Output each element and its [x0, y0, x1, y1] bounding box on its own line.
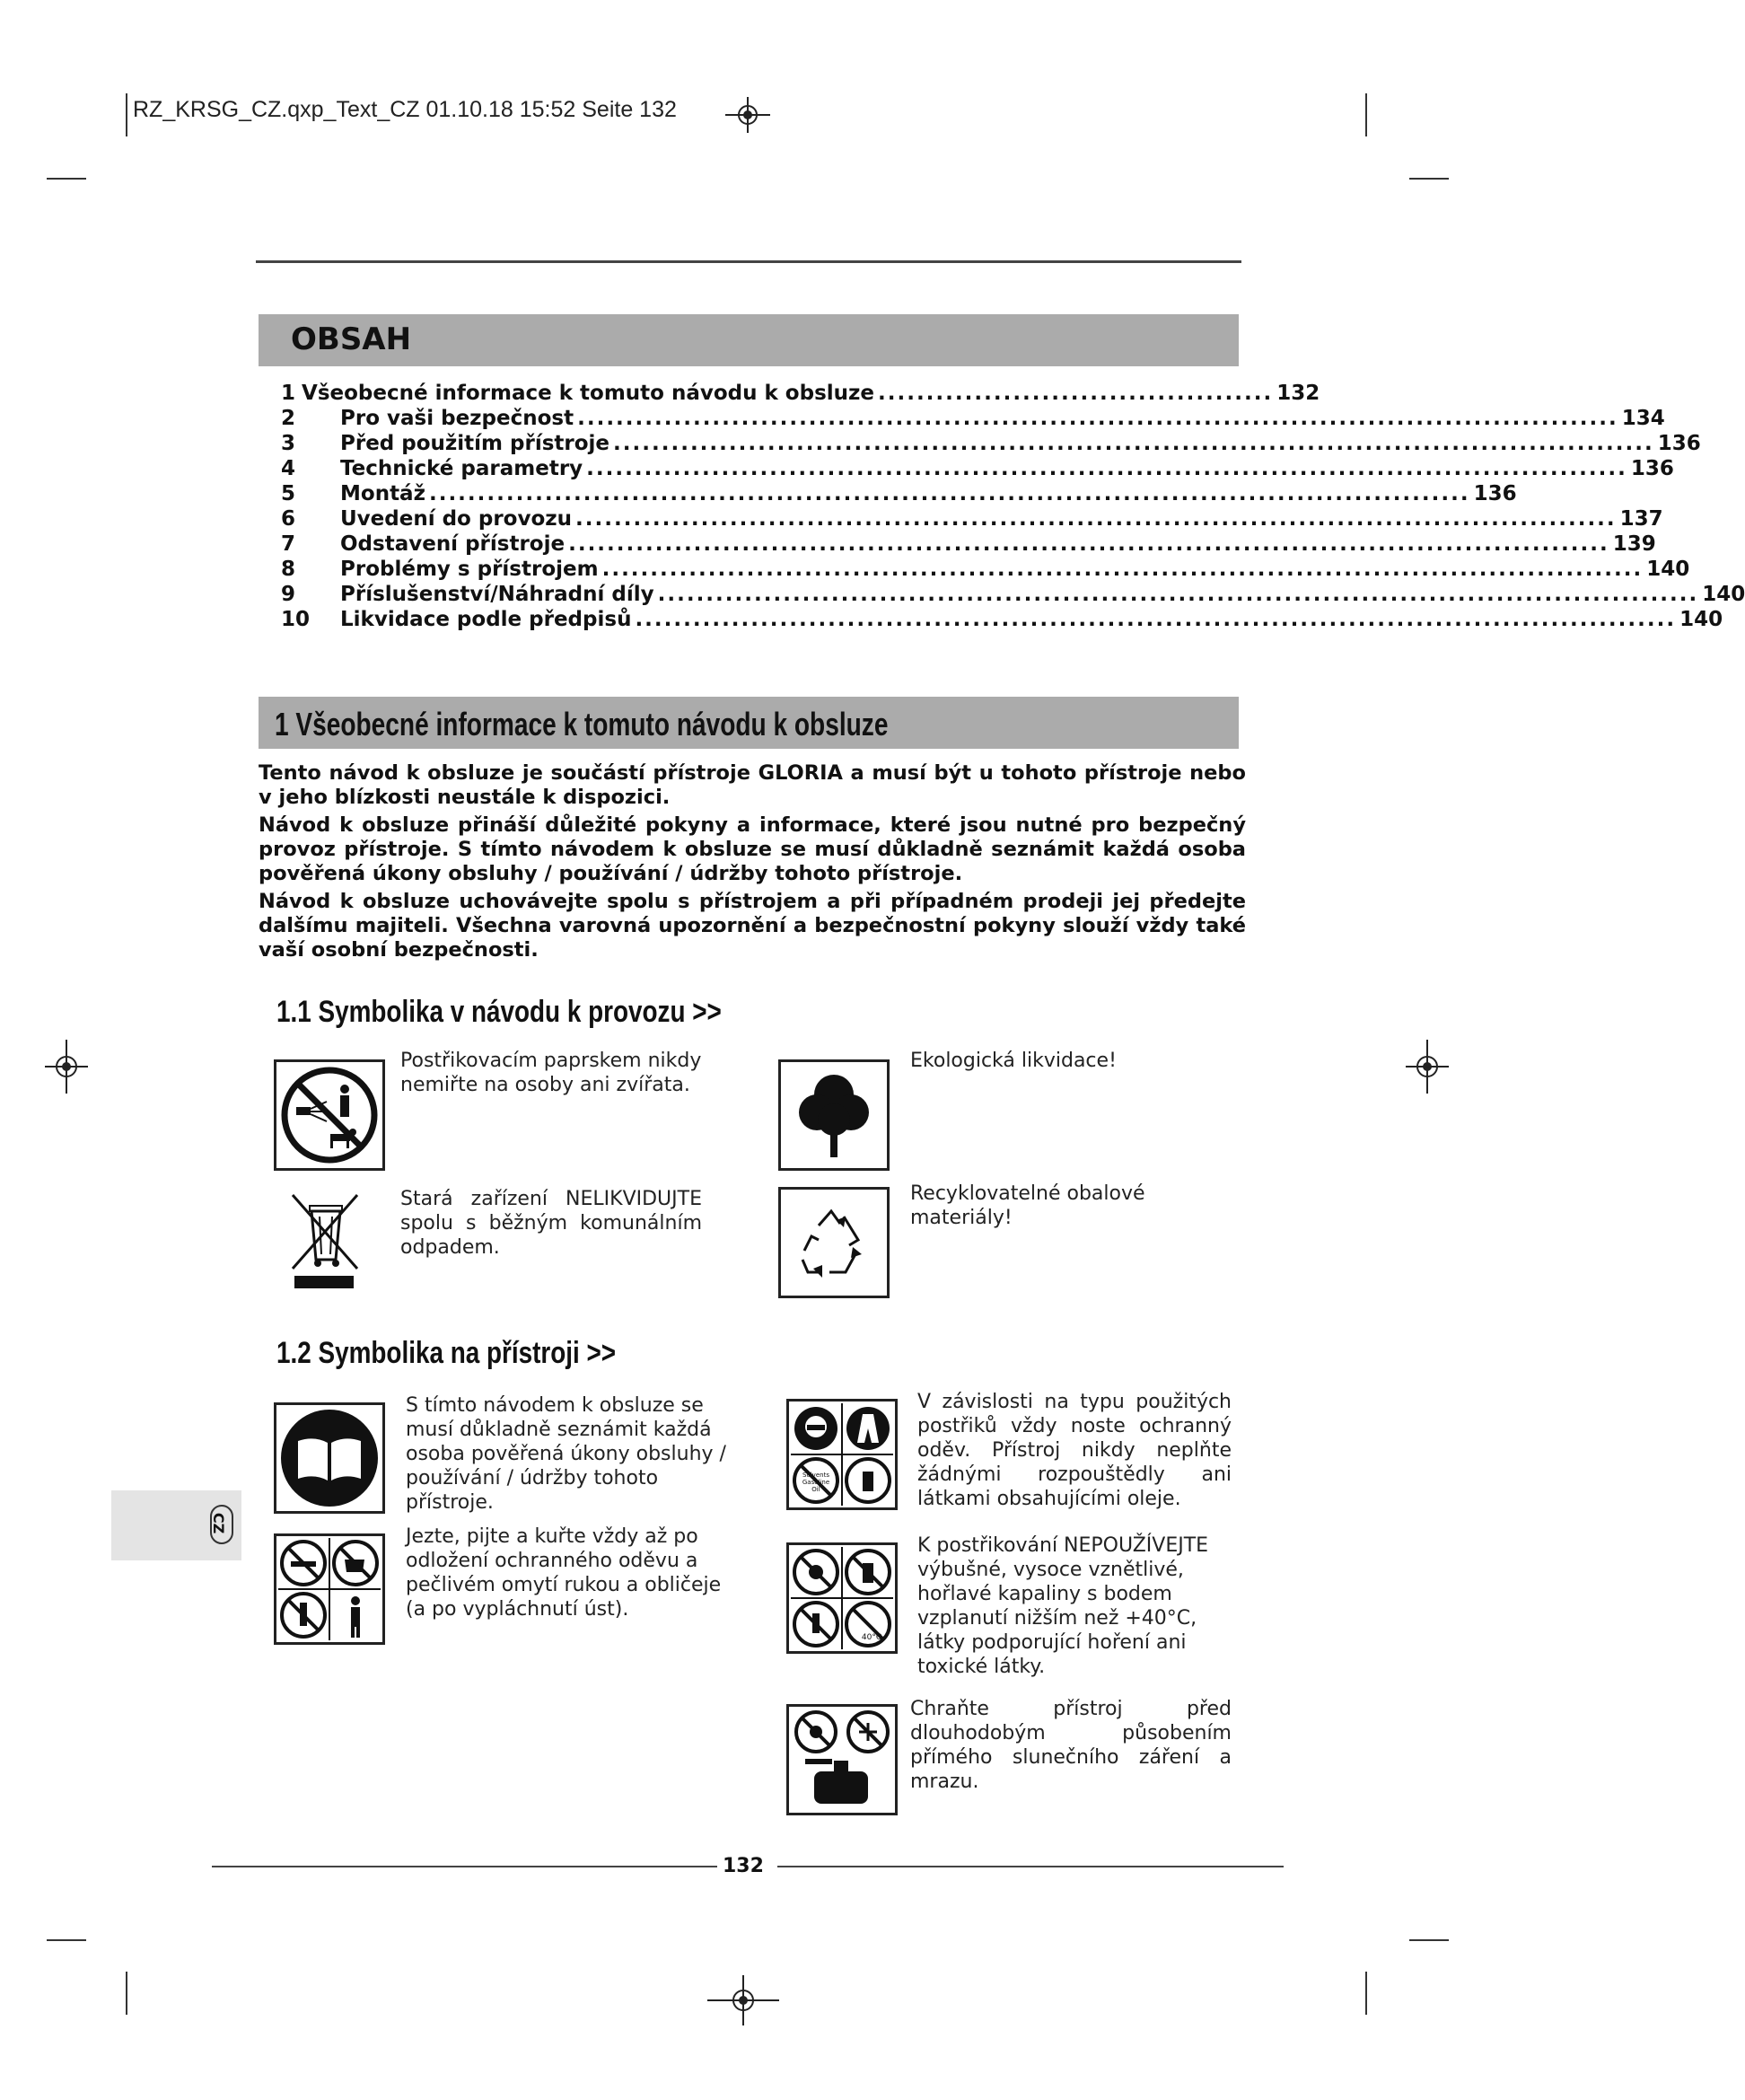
crop-mark	[1365, 1972, 1367, 2015]
symbol-description: S tímto návodem k obsluze se musí důkladně seznámit každá osoba pověřená úkony obsluhy / používání / údržby tohoto přístroje.	[406, 1394, 726, 1514]
subsection-heading: 1.1 Symbolika v návodu k provozu >>	[276, 995, 722, 1029]
tree-icon	[778, 1059, 890, 1171]
no-flammable-icon	[786, 1542, 898, 1654]
svg-text:Oil: Oil	[811, 1486, 820, 1493]
sun-frost-protect-icon	[786, 1704, 898, 1815]
crossed-bin-icon	[285, 1190, 366, 1293]
no-spray-people-animals-icon	[274, 1059, 385, 1171]
section-heading: 1 Všeobecné informace k tomuto návodu k obsluze	[275, 706, 889, 742]
top-rule	[256, 260, 1241, 263]
read-manual-icon	[274, 1402, 385, 1514]
symbol-description: Jezte, pijte a kuřte vždy až po odložení ochranného oděvu a pečlivém omytí rukou a obličeje (a po vypláchnutí úst).	[406, 1525, 722, 1621]
registration-mark-icon	[1406, 1040, 1449, 1094]
language-tab	[111, 1490, 241, 1560]
toc-entry[interactable]: 2 Pro vaši bezpečnost ............................................................................................................ 134	[281, 407, 1665, 430]
symbol-description: Stará zařízení NELIKVIDUJTE spolu s běžným komunálním odpadem.	[400, 1188, 702, 1259]
page-number: 132	[723, 1855, 764, 1877]
symbol-description: Chraňte přístroj před dlouhodobým působením přímého slunečního záření a mrazu.	[910, 1698, 1232, 1793]
crop-mark	[47, 1939, 86, 1941]
print-slug: RZ_KRSG_CZ.qxp_Text_CZ 01.10.18 15:52 Seite 132	[133, 97, 677, 122]
toc-heading-bar	[259, 314, 1239, 366]
crop-mark	[1409, 1939, 1449, 1941]
toc-entry[interactable]: 4 Technické parametry ............................................................................................................ 136	[281, 457, 1674, 480]
symbol-description: Ekologická likvidace!	[910, 1050, 1117, 1072]
footer-rule	[212, 1866, 717, 1867]
toc-entry[interactable]: 8 Problémy s přístrojem ............................................................................................................ 140	[281, 558, 1690, 581]
paragraph: Návod k obsluze uchovávejte spolu s přístrojem a při případném prodeji jej předejte dalšímu majiteli. Všechna varovná upozornění a bezpečnostní pokyny slouží vždy také vaší osobní bezpečnosti.	[259, 890, 1246, 962]
toc-entry[interactable]: 1 Všeobecné informace k tomuto návodu k obsluze ......................................... 132	[281, 382, 1320, 405]
symbol-description: V závislosti na typu použitých postřiků vždy noste ochranný oděv. Přístroj nikdy neplňte žádnými rozpouštědly ani látkami obsahujícími oleje.	[917, 1391, 1232, 1510]
svg-text:Gasoline: Gasoline	[802, 1479, 830, 1486]
crop-mark	[47, 178, 86, 180]
toc-entry[interactable]: 9 Příslušenství/Náhradní díly ............................................................................................................ 140	[281, 583, 1745, 606]
crop-mark	[126, 93, 127, 136]
toc-entry[interactable]: 7 Odstavení přístroje ............................................................................................................ 139	[281, 532, 1656, 556]
language-code: CZ	[210, 1512, 228, 1534]
recycle-icon	[778, 1187, 890, 1298]
svg-text:Solvents: Solvents	[802, 1472, 829, 1479]
toc-entry[interactable]: 10 Likvidace podle předpisů ............................................................................................................ 140	[281, 608, 1723, 631]
section-heading-bar	[259, 697, 1239, 749]
symbol-description: Recyklovatelné obalové materiály!	[910, 1182, 1145, 1229]
registration-mark-icon	[725, 97, 770, 133]
symbol-description: Postřikovacím paprskem nikdy nemiřte na osoby ani zvířata.	[400, 1050, 702, 1096]
paragraph: Návod k obsluze přináší důležité pokyny a informace, které jsou nutné pro bezpečný provoz přístroje. S tímto návodem k obsluze se musí důkladně seznámit každá osoba pověřená úkony obsluhy / používání / údržby tohoto přístroje.	[259, 813, 1246, 885]
registration-mark-icon	[707, 1975, 779, 2025]
toc-entry[interactable]: 6 Uvedení do provozu ............................................................................................................ 137	[281, 507, 1663, 531]
toc-entry[interactable]: 5 Montáž ............................................................................................................ 136	[281, 482, 1517, 505]
table-of-contents	[281, 381, 1745, 632]
symbol-description: K postřikování NEPOUŽÍVEJTE výbušné, vysoce vznětlivé, hořlavé kapaliny s bodem vzplanutí nižším než +40°C, látky podporující hoření ani toxické látky.	[917, 1534, 1209, 1678]
paragraph: Tento návod k obsluze je součástí přístroje GLORIA a musí být u tohoto přístroje nebo v jeho blízkosti neustále k dispozici.	[259, 761, 1246, 809]
crop-mark	[1409, 178, 1449, 180]
svg-text:40°C: 40°C	[861, 1633, 882, 1642]
registration-mark-icon	[45, 1040, 88, 1094]
toc-heading: OBSAH	[291, 321, 412, 357]
intro-text	[259, 761, 1246, 966]
no-eat-drink-smoke-icon	[274, 1533, 385, 1645]
protective-clothing-icon	[786, 1399, 898, 1510]
subsection-heading: 1.2 Symbolika na přístroji >>	[276, 1336, 617, 1370]
crop-mark	[126, 1972, 127, 2015]
toc-entry[interactable]: 3 Před použitím přístroje ............................................................................................................ 136	[281, 432, 1701, 455]
crop-mark	[1365, 93, 1367, 136]
footer-rule	[777, 1866, 1284, 1867]
